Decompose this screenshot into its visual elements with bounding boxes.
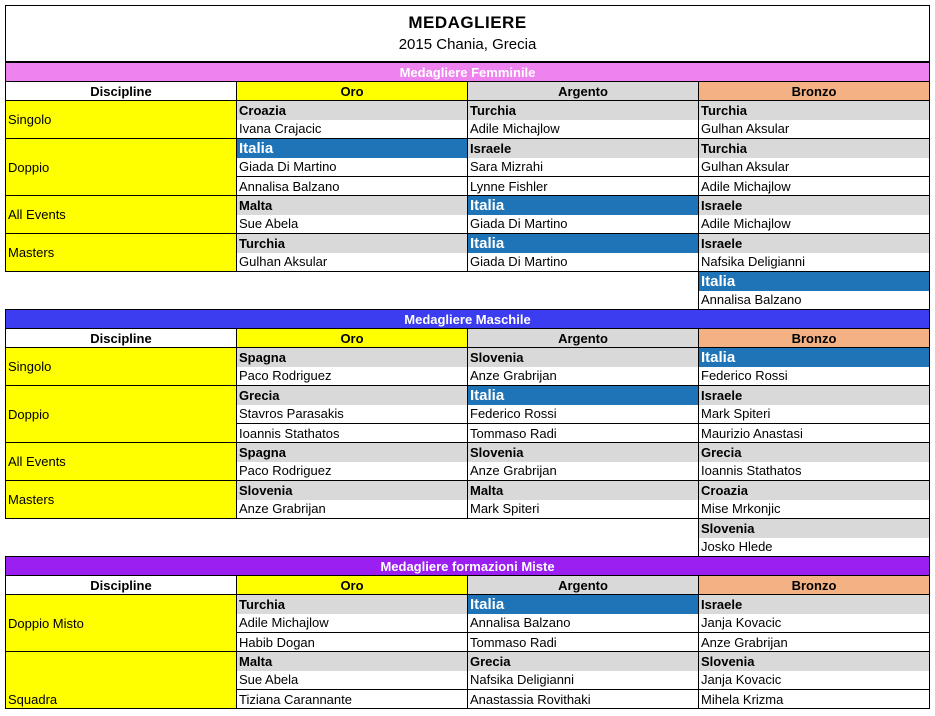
section-banner-row (6, 557, 930, 576)
table-row (6, 481, 930, 500)
discipline-cell: All Events (6, 443, 237, 481)
nation-cell-italia: Italia (468, 234, 699, 253)
athlete-cell: Giada Di Martino (468, 253, 699, 272)
athlete-cell: Annalisa Balzano (237, 177, 468, 196)
athlete-cell: Giada Di Martino (237, 158, 468, 177)
table-row (6, 652, 930, 671)
empty-cell (237, 291, 468, 310)
athlete-cell: Anze Grabrijan (468, 462, 699, 481)
nation-cell: Slovenia (468, 348, 699, 367)
nation-cell-italia: Italia (468, 386, 699, 405)
empty-cell (237, 519, 468, 538)
table-row (6, 234, 930, 253)
section-banner: Medagliere formazioni Miste (6, 557, 930, 576)
section-banner-row (6, 63, 930, 82)
header-bronzo: Bronzo (699, 329, 930, 348)
nation-cell: Spagna (237, 443, 468, 462)
medal-table (5, 62, 930, 709)
nation-cell: Grecia (699, 443, 930, 462)
nation-cell: Turchia (699, 139, 930, 158)
empty-cell (468, 519, 699, 538)
athlete-cell: Gulhan Aksular (237, 253, 468, 272)
header-oro: Oro (237, 82, 468, 101)
header-bronzo: Bronzo (699, 576, 930, 595)
athlete-cell: Mise Mrkonjic (699, 500, 930, 519)
athlete-cell: Anastassia Rovithaki (468, 690, 699, 709)
athlete-cell: Paco Rodriguez (237, 367, 468, 386)
athlete-cell: Nafsika Deligianni (699, 253, 930, 272)
athlete-cell: Maurizio Anastasi (699, 424, 930, 443)
athlete-cell: Mark Spiteri (699, 405, 930, 424)
page-subtitle: 2015 Chania, Grecia (398, 36, 537, 53)
nation-cell: Turchia (699, 101, 930, 120)
nation-cell: Turchia (237, 234, 468, 253)
nation-cell-italia: Italia (699, 348, 930, 367)
athlete-cell: Adile Michajlow (237, 614, 468, 633)
table-row (6, 443, 930, 462)
athlete-cell: Ioannis Stathatos (237, 424, 468, 443)
athlete-cell: Janja Kovacic (699, 671, 930, 690)
nation-cell-italia: Italia (699, 272, 930, 291)
discipline-cell: Masters (6, 481, 237, 519)
table-row (6, 386, 930, 405)
discipline-cell: Singolo (6, 348, 237, 386)
nation-cell: Croazia (699, 481, 930, 500)
nation-cell: Slovenia (699, 652, 930, 671)
athlete-cell: Annalisa Balzano (699, 291, 930, 310)
nation-cell-italia: Italia (468, 595, 699, 614)
header-argento: Argento (468, 329, 699, 348)
empty-cell (468, 538, 699, 557)
table-row (6, 196, 930, 215)
empty-cell (468, 291, 699, 310)
header-oro: Oro (237, 576, 468, 595)
nation-cell: Slovenia (699, 519, 930, 538)
athlete-cell: Tiziana Carannante (237, 690, 468, 709)
table-row (6, 519, 930, 538)
athlete-cell: Tommaso Radi (468, 424, 699, 443)
discipline-cell: Squadra (6, 652, 237, 709)
athlete-cell: Lynne Fishler (468, 177, 699, 196)
title-box (5, 5, 930, 62)
athlete-cell: Gulhan Aksular (699, 120, 930, 139)
medal-table-sheet (5, 5, 930, 709)
nation-cell: Malta (237, 652, 468, 671)
discipline-cell: Doppio (6, 386, 237, 443)
table-row (6, 595, 930, 614)
section-banner: Medagliere Femminile (6, 63, 930, 82)
nation-cell: Israele (699, 196, 930, 215)
athlete-cell: Paco Rodriguez (237, 462, 468, 481)
empty-cell (237, 272, 468, 291)
athlete-cell: Josko Hlede (699, 538, 930, 557)
athlete-cell: Stavros Parasakis (237, 405, 468, 424)
header-oro: Oro (237, 329, 468, 348)
athlete-cell: Anze Grabrijan (468, 367, 699, 386)
header-argento: Argento (468, 576, 699, 595)
athlete-cell: Sue Abela (237, 215, 468, 234)
athlete-cell: Nafsika Deligianni (468, 671, 699, 690)
athlete-cell: Anze Grabrijan (699, 633, 930, 652)
section-banner: Medagliere Maschile (6, 310, 930, 329)
nation-cell-italia: Italia (237, 139, 468, 158)
table-row (6, 139, 930, 158)
table-row (6, 101, 930, 120)
athlete-cell: Adile Michajlow (699, 177, 930, 196)
athlete-cell: Gulhan Aksular (699, 158, 930, 177)
header-bronzo: Bronzo (699, 82, 930, 101)
athlete-cell: Mark Spiteri (468, 500, 699, 519)
athlete-cell: Ivana Crajacic (237, 120, 468, 139)
table-row (6, 272, 930, 291)
section-banner-row (6, 310, 930, 329)
nation-cell: Malta (468, 481, 699, 500)
nation-cell: Grecia (237, 386, 468, 405)
athlete-cell: Giada Di Martino (468, 215, 699, 234)
column-header-row (6, 82, 930, 101)
athlete-cell: Anze Grabrijan (237, 500, 468, 519)
athlete-cell: Adile Michajlow (468, 120, 699, 139)
discipline-cell: Doppio (6, 139, 237, 196)
discipline-cell (6, 272, 237, 310)
discipline-cell: Masters (6, 234, 237, 272)
athlete-cell: Ioannis Stathatos (699, 462, 930, 481)
nation-cell-italia: Italia (468, 196, 699, 215)
empty-cell (468, 272, 699, 291)
header-discipline: Discipline (6, 329, 237, 348)
nation-cell: Croazia (237, 101, 468, 120)
header-discipline: Discipline (6, 82, 237, 101)
header-argento: Argento (468, 82, 699, 101)
nation-cell: Israele (468, 139, 699, 158)
discipline-cell: All Events (6, 196, 237, 234)
athlete-cell: Adile Michajlow (699, 215, 930, 234)
nation-cell: Turchia (237, 595, 468, 614)
athlete-cell: Annalisa Balzano (468, 614, 699, 633)
discipline-cell (6, 519, 237, 557)
athlete-cell: Tommaso Radi (468, 633, 699, 652)
nation-cell: Israele (699, 595, 930, 614)
athlete-cell: Janja Kovacic (699, 614, 930, 633)
athlete-cell: Sue Abela (237, 671, 468, 690)
nation-cell: Slovenia (468, 443, 699, 462)
discipline-cell: Doppio Misto (6, 595, 237, 652)
nation-cell: Slovenia (237, 481, 468, 500)
column-header-row (6, 329, 930, 348)
athlete-cell: Sara Mizrahi (468, 158, 699, 177)
empty-cell (237, 538, 468, 557)
nation-cell: Malta (237, 196, 468, 215)
header-discipline: Discipline (6, 576, 237, 595)
nation-cell: Israele (699, 234, 930, 253)
athlete-cell: Federico Rossi (699, 367, 930, 386)
page-title: MEDAGLIERE (408, 13, 527, 32)
nation-cell: Israele (699, 386, 930, 405)
athlete-cell: Mihela Krizma (699, 690, 930, 709)
athlete-cell: Habib Dogan (237, 633, 468, 652)
column-header-row (6, 576, 930, 595)
table-row (6, 348, 930, 367)
nation-cell: Turchia (468, 101, 699, 120)
nation-cell: Spagna (237, 348, 468, 367)
athlete-cell: Federico Rossi (468, 405, 699, 424)
discipline-cell: Singolo (6, 101, 237, 139)
nation-cell: Grecia (468, 652, 699, 671)
